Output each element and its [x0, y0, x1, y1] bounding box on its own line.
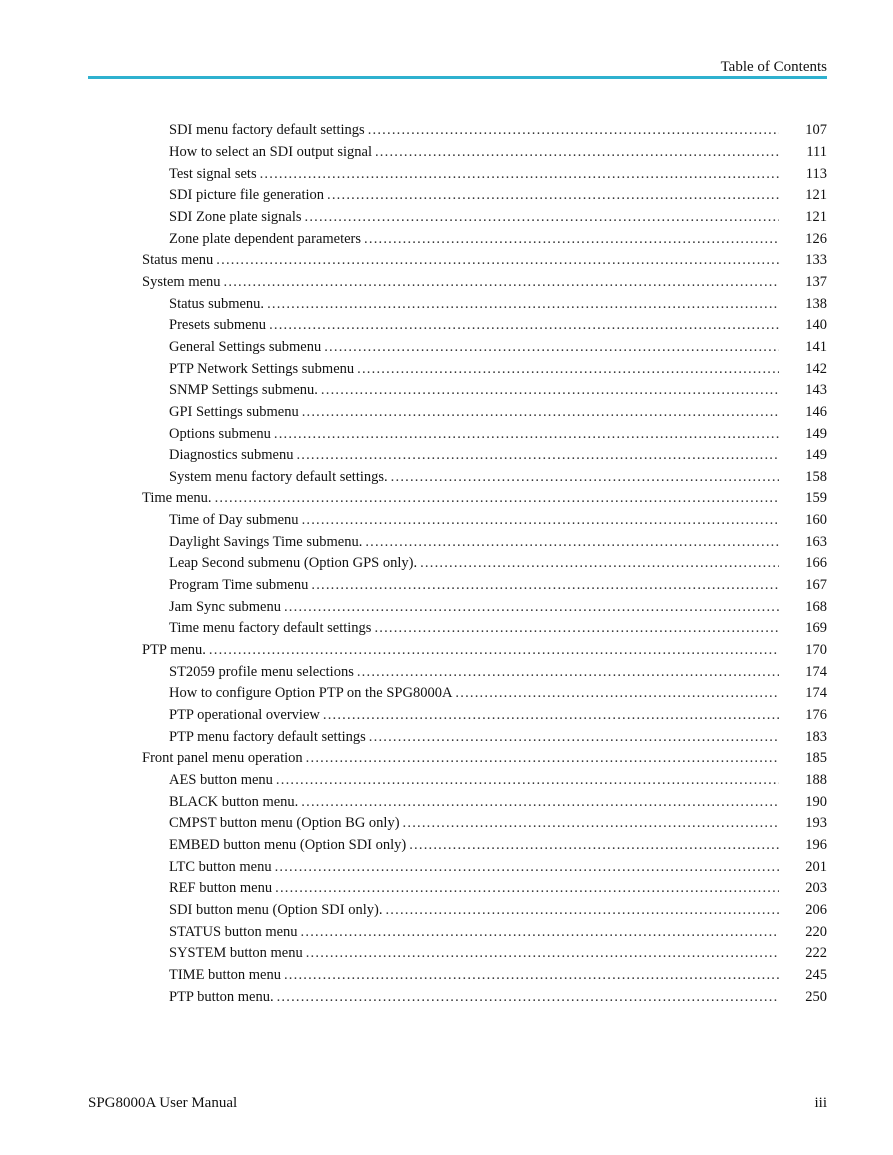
dot-leader — [327, 187, 779, 204]
toc-entry-title[interactable]: Zone plate dependent parameters — [169, 230, 362, 247]
dot-leader — [269, 317, 779, 334]
toc-entry[interactable] — [0, 618, 893, 640]
toc-entry-title[interactable]: CMPST button menu (Option BG only) — [169, 815, 400, 832]
toc-entry-page-number[interactable]: 160 — [805, 512, 827, 529]
toc-entry[interactable] — [0, 770, 893, 792]
toc-entry-title[interactable]: Status submenu. — [169, 295, 265, 312]
toc-entry[interactable] — [0, 337, 893, 359]
toc-entry-title[interactable]: PTP menu factory default settings — [169, 728, 366, 745]
toc-entry-page-number[interactable]: 250 — [805, 988, 827, 1005]
toc-entry[interactable] — [0, 293, 893, 315]
toc-entry-page-number[interactable]: 137 — [805, 273, 827, 290]
toc-entry[interactable] — [0, 835, 893, 857]
toc-entry-title[interactable]: PTP Network Settings submenu — [169, 360, 355, 377]
toc-entry-title[interactable]: PTP button menu. — [169, 988, 274, 1005]
toc-entry-title[interactable]: LTC button menu — [169, 858, 272, 875]
dot-leader — [305, 209, 780, 226]
toc-entry-title[interactable]: PTP menu. — [142, 642, 206, 659]
dot-leader — [275, 859, 779, 876]
toc-entry-page-number[interactable]: 121 — [805, 187, 827, 204]
toc-entry-page-number[interactable]: 111 — [806, 143, 827, 160]
toc-entry[interactable] — [0, 163, 893, 185]
dot-leader — [403, 815, 779, 832]
dot-leader — [369, 729, 779, 746]
toc-entry-page-number[interactable]: 168 — [805, 598, 827, 615]
dot-leader — [274, 426, 779, 443]
toc-entry[interactable] — [0, 900, 893, 922]
toc-entry-page-number[interactable]: 169 — [805, 620, 827, 637]
toc-entry-page-number[interactable]: 140 — [805, 317, 827, 334]
running-header-title: Table of Contents — [720, 59, 827, 75]
dot-leader — [275, 880, 779, 897]
toc-entry[interactable] — [0, 402, 893, 424]
dot-leader — [260, 166, 779, 183]
toc-entry-title[interactable]: SDI button menu (Option SDI only). — [169, 901, 383, 918]
toc-entry-title[interactable]: ST2059 profile menu selections — [169, 663, 354, 680]
toc-entry-title[interactable]: GPI Settings submenu — [169, 403, 299, 420]
toc-entry[interactable] — [0, 228, 893, 250]
toc-entry[interactable] — [0, 640, 893, 662]
toc-entry-title[interactable]: How to configure Option PTP on the SPG8000A — [169, 685, 453, 702]
dot-leader — [302, 512, 779, 529]
toc-entry[interactable] — [0, 856, 893, 878]
toc-entry-page-number[interactable]: 174 — [805, 685, 827, 702]
toc-entry-title[interactable]: TIME button menu — [169, 966, 281, 983]
toc-entry[interactable] — [0, 661, 893, 683]
toc-entry-title[interactable]: Time menu factory default settings — [169, 620, 372, 637]
toc-entry[interactable] — [0, 878, 893, 900]
toc-entry-page-number[interactable]: 222 — [805, 945, 827, 962]
toc-entry-title[interactable]: REF button menu — [169, 880, 273, 897]
toc-entry-page-number[interactable]: 141 — [805, 338, 827, 355]
toc-entry[interactable] — [0, 467, 893, 489]
toc-entry-title[interactable]: SDI picture file generation — [169, 187, 325, 204]
dot-leader — [385, 902, 779, 919]
dot-leader — [323, 707, 779, 724]
toc-entry[interactable] — [0, 553, 893, 575]
header-rule — [88, 76, 827, 79]
toc-entry[interactable] — [0, 272, 893, 294]
toc-entry-title[interactable]: EMBED button menu (Option SDI only) — [169, 836, 407, 853]
toc-entry-page-number[interactable]: 107 — [805, 122, 827, 139]
toc-entry-title[interactable]: Front panel menu operation — [142, 750, 303, 767]
toc-entry-page-number[interactable]: 149 — [805, 425, 827, 442]
toc-entry-page-number[interactable]: 126 — [805, 230, 827, 247]
toc-entry[interactable] — [0, 510, 893, 532]
toc-entry[interactable] — [0, 921, 893, 943]
toc-entry-page-number[interactable]: 170 — [805, 642, 827, 659]
toc-entry-page-number[interactable]: 183 — [805, 728, 827, 745]
toc-entry-title[interactable]: SYSTEM button menu — [169, 945, 303, 962]
toc-entry-title[interactable]: Diagnostics submenu — [169, 447, 294, 464]
toc-entry-page-number[interactable]: 196 — [805, 836, 827, 853]
toc-entry[interactable] — [0, 791, 893, 813]
toc-entry-page-number[interactable]: 201 — [805, 858, 827, 875]
toc-entry[interactable] — [0, 943, 893, 965]
toc-entry[interactable] — [0, 813, 893, 835]
toc-entry-page-number[interactable]: 146 — [805, 403, 827, 420]
toc-entry-title[interactable]: PTP operational overview — [169, 707, 320, 724]
toc-entry-page-number[interactable]: 167 — [805, 577, 827, 594]
toc-entry[interactable] — [0, 726, 893, 748]
toc-entry-title[interactable]: Time menu. — [142, 490, 212, 507]
toc-entry-page-number[interactable]: 188 — [805, 772, 827, 789]
dot-leader — [311, 577, 779, 594]
dot-leader — [301, 924, 779, 941]
dot-leader — [209, 642, 779, 659]
toc-entry[interactable] — [0, 142, 893, 164]
toc-entry-title[interactable]: STATUS button menu — [169, 923, 298, 940]
toc-entry-title[interactable]: SNMP Settings submenu. — [169, 382, 318, 399]
toc-entry-title[interactable]: Presets submenu — [169, 317, 267, 334]
toc-entry-page-number[interactable]: 166 — [805, 555, 827, 572]
dot-leader — [321, 382, 779, 399]
dot-leader — [215, 490, 779, 507]
toc-entry-page-number[interactable]: 185 — [805, 750, 827, 767]
dot-leader — [224, 274, 779, 291]
toc-entry-title[interactable]: Daylight Savings Time submenu. — [169, 533, 363, 550]
toc-entry-title[interactable]: AES button menu — [169, 772, 273, 789]
toc-entry[interactable] — [0, 531, 893, 553]
dot-leader — [368, 122, 779, 139]
toc-entry-page-number[interactable]: 138 — [805, 295, 827, 312]
toc-entry-page-number[interactable]: 190 — [805, 793, 827, 810]
dot-leader — [284, 599, 779, 616]
toc-entry-page-number[interactable]: 174 — [805, 663, 827, 680]
toc-entry-title[interactable]: Time of Day submenu — [169, 512, 299, 529]
footer-document-title: SPG8000A User Manual — [88, 1095, 238, 1111]
dot-leader — [284, 967, 779, 984]
toc-entry-page-number[interactable]: 143 — [805, 382, 827, 399]
toc-entry-title[interactable]: Options submenu — [169, 425, 271, 442]
toc-entry[interactable] — [0, 986, 893, 1008]
toc-entry-page-number[interactable]: 193 — [805, 815, 827, 832]
toc-entry[interactable] — [0, 445, 893, 467]
table-of-contents — [0, 120, 893, 1008]
dot-leader — [374, 620, 779, 637]
dot-leader — [364, 231, 779, 248]
toc-entry-title[interactable]: System menu — [142, 273, 221, 290]
toc-entry[interactable] — [0, 380, 893, 402]
toc-entry-title[interactable]: Jam Sync submenu — [169, 598, 281, 615]
dot-leader — [277, 989, 779, 1006]
toc-entry-page-number[interactable]: 163 — [805, 533, 827, 550]
toc-entry[interactable] — [0, 965, 893, 987]
dot-leader — [324, 339, 779, 356]
dot-leader — [409, 837, 779, 854]
toc-entry-page-number[interactable]: 142 — [805, 360, 827, 377]
dot-leader — [306, 750, 779, 767]
toc-entry-title[interactable]: Program Time submenu — [169, 577, 309, 594]
toc-entry-title[interactable]: Leap Second submenu (Option GPS only). — [169, 555, 418, 572]
toc-entry[interactable] — [0, 185, 893, 207]
dot-leader — [306, 945, 779, 962]
toc-entry[interactable] — [0, 575, 893, 597]
toc-entry-page-number[interactable]: 203 — [805, 880, 827, 897]
footer-page-number: iii — [814, 1095, 827, 1111]
toc-entry[interactable] — [0, 120, 893, 142]
toc-entry[interactable] — [0, 683, 893, 705]
toc-entry-page-number[interactable]: 133 — [805, 252, 827, 269]
dot-leader — [357, 361, 779, 378]
toc-entry-page-number[interactable]: 220 — [805, 923, 827, 940]
toc-entry-page-number[interactable]: 113 — [805, 165, 827, 182]
dot-leader — [276, 772, 779, 789]
toc-entry[interactable] — [0, 748, 893, 770]
toc-entry[interactable] — [0, 207, 893, 229]
dot-leader — [455, 685, 779, 702]
toc-entry-title[interactable]: Test signal sets — [169, 165, 257, 182]
toc-entry-page-number[interactable]: 121 — [805, 208, 827, 225]
dot-leader — [365, 534, 779, 551]
toc-entry[interactable] — [0, 488, 893, 510]
toc-entry-page-number[interactable]: 149 — [805, 447, 827, 464]
toc-entry[interactable] — [0, 705, 893, 727]
toc-entry-title[interactable]: SDI menu factory default settings — [169, 122, 365, 139]
toc-entry-title[interactable]: Status menu — [142, 252, 214, 269]
toc-entry-title[interactable]: SDI Zone plate signals — [169, 208, 302, 225]
toc-entry-page-number[interactable]: 176 — [805, 707, 827, 724]
toc-entry[interactable] — [0, 596, 893, 618]
dot-leader — [296, 447, 779, 464]
dot-leader — [357, 664, 779, 681]
toc-entry-page-number[interactable]: 158 — [805, 468, 827, 485]
dot-leader — [375, 144, 779, 161]
toc-entry-page-number[interactable]: 159 — [805, 490, 827, 507]
toc-entry-title[interactable]: System menu factory default settings. — [169, 468, 388, 485]
dot-leader — [267, 296, 779, 313]
toc-entry[interactable] — [0, 250, 893, 272]
toc-entry-title[interactable]: General Settings submenu — [169, 338, 322, 355]
dot-leader — [420, 555, 779, 572]
toc-entry-page-number[interactable]: 206 — [805, 901, 827, 918]
toc-entry-title[interactable]: BLACK button menu. — [169, 793, 299, 810]
toc-entry[interactable] — [0, 423, 893, 445]
dot-leader — [302, 404, 779, 421]
toc-entry-title[interactable]: How to select an SDI output signal — [169, 143, 372, 160]
dot-leader — [216, 252, 779, 269]
toc-entry-page-number[interactable]: 245 — [805, 966, 827, 983]
dot-leader — [301, 794, 779, 811]
toc-entry[interactable] — [0, 315, 893, 337]
toc-entry[interactable] — [0, 358, 893, 380]
dot-leader — [391, 469, 779, 486]
